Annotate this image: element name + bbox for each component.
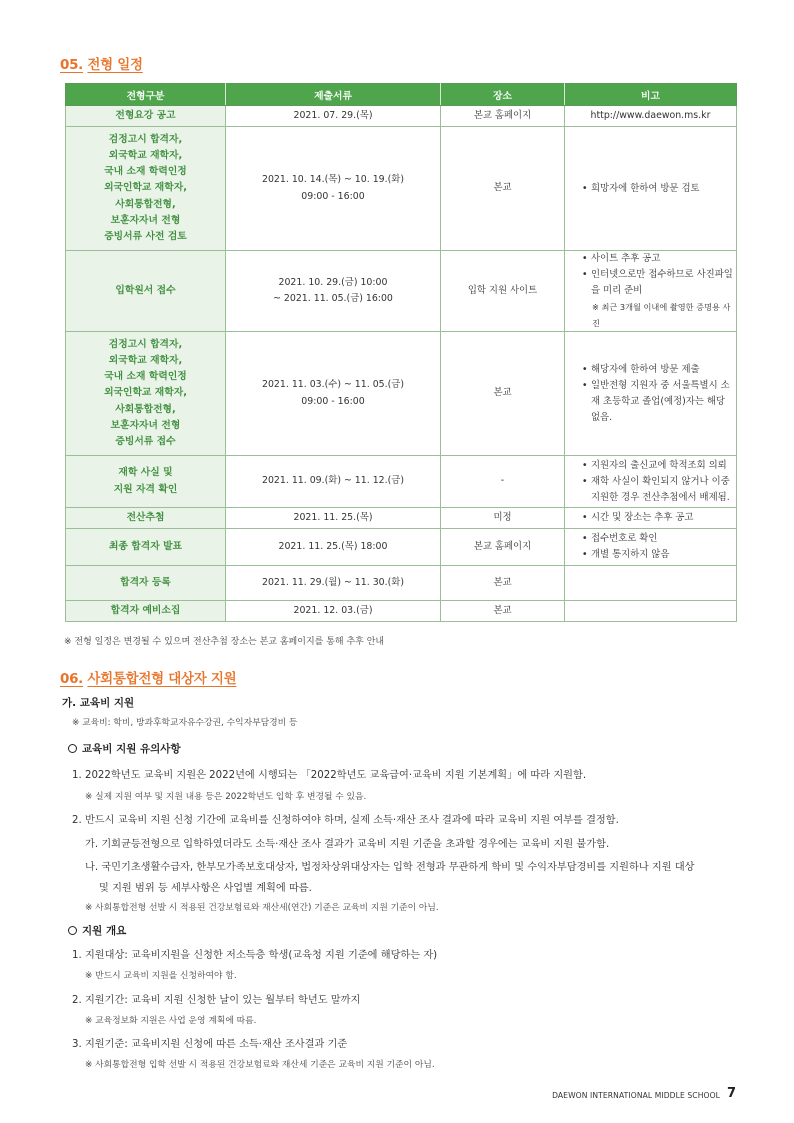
category-line: 외국인학교 재학자,: [104, 182, 187, 194]
note-bullet-item: • 일반전형 지원자 중 서울특별시 소재 초등학교 졸업(예정)자는 해당 없음.: [582, 378, 733, 426]
header-documents: 제출서류: [226, 84, 441, 106]
date-line: 09:00 - 16:00: [301, 190, 365, 202]
subsection-reference: ※ 교육비: 학비, 방과후학교자유수강권, 수익자부담경비 등: [72, 718, 298, 728]
note-bullet-item: • 재학 사실이 확인되지 않거나 이중 지원한 경우 전산추첨에서 배제됨.: [582, 474, 733, 506]
category-line: 사회통합전형,: [115, 198, 176, 210]
section-title-text: 사회통합전형 대상자 지원: [87, 671, 237, 687]
caution-item-1: 1. 2022학년도 교육비 지원은 2022년에 시행되는 「2022학년도 교육급여·교육비 지원 기본계획」에 따라 지원함.: [72, 770, 587, 781]
category-line: 외국학교 재학자,: [108, 149, 183, 161]
date-line: 2021. 07. 29.(목): [293, 109, 373, 121]
category-line: 증빙서류 사전 검토: [104, 231, 187, 242]
circle-bullet-icon: [68, 744, 77, 753]
note-bullet-item: • 지원자의 출신교에 학적조회 의뢰: [582, 458, 733, 474]
caution-item-2: 2. 반드시 교육비 지원 신청 기간에 교육비를 신청하여야 하며, 실제 소득·재산 조사 결과에 따라 교육비 지원 여부를 결정함.: [72, 815, 619, 826]
table-row: [66, 456, 737, 508]
cell-notes: [565, 251, 737, 332]
cell-category: [66, 566, 226, 601]
cell-date: [226, 332, 441, 456]
category-line: 검정고시 합격자,: [108, 338, 183, 350]
category-line: 재학 사실 및: [118, 467, 173, 479]
category-line: 보훈자자녀 전형: [110, 214, 181, 226]
cell-place: 미정: [441, 508, 565, 529]
note-bullet-item: • 희망자에 한하여 방문 검토: [582, 181, 733, 197]
overview-item-1: 1. 지원대상: 교육비지원을 신청한 저소득층 학생(교육청 지원 기준에 해당하는 자): [72, 950, 438, 961]
cell-date: [226, 601, 441, 622]
category-line: 국내 소재 학력인정: [104, 166, 187, 178]
cell-category: [66, 106, 226, 127]
category-line: 증빙서류 접수: [115, 436, 176, 447]
date-line: 2021. 10. 14.(목) ~ 10. 19.(화): [262, 174, 404, 186]
caution-item-2-ga: 가. 기회균등전형으로 입학하였더라도 소득·재산 조사 결과가 교육비 지원 기준을 초과할 경우에는 교육비 지원 불가함.: [85, 839, 610, 850]
circle-bullet-icon: [68, 926, 77, 935]
table-row: [66, 251, 737, 332]
date-line: 2021. 11. 03.(수) ~ 11. 05.(금): [262, 379, 404, 391]
category-line: 사회통합전형,: [115, 403, 176, 415]
category-line: 국내 소재 학력인정: [104, 371, 187, 383]
cell-category: [66, 332, 226, 456]
note-bullet-item: • 사이트 추후 공고: [582, 251, 733, 267]
page-number: 7: [726, 1086, 736, 1101]
cell-notes: [565, 332, 737, 456]
date-line: 2021. 11. 09.(화) ~ 11. 12.(금): [262, 475, 404, 487]
overview-item-3-ref: ※ 사회통합전형 입학 선발 시 적용된 건강보험료와 재산세 기준은 교육비 지원 기준이 아님.: [85, 1060, 435, 1070]
section-number: 06.: [60, 671, 84, 687]
cell-date: [226, 127, 441, 251]
cell-date: [226, 456, 441, 508]
date-line: 2021. 11. 25.(목) 18:00: [278, 540, 388, 552]
schedule-table-body: [66, 106, 737, 622]
cell-notes: [565, 529, 737, 566]
cell-date: [226, 566, 441, 601]
category-line: 외국학교 재학자,: [108, 354, 183, 366]
cell-category: [66, 601, 226, 622]
cell-category: [66, 456, 226, 508]
table-row: [66, 566, 737, 601]
date-line: 2021. 11. 25.(목): [293, 511, 373, 523]
note-bullet-item: • 접수번호로 확인: [582, 531, 733, 547]
note-bullet-item: • 해당자에 한하여 방문 제출: [582, 362, 733, 378]
date-line: 09:00 - 16:00: [301, 395, 365, 407]
overview-heading: [68, 923, 748, 938]
note-bullet-item: • 인터넷으로만 접수하므로 사진파일을 미리 준비: [582, 267, 733, 299]
cell-place: 본교: [441, 332, 565, 456]
note-sub-reference: ※ 최근 3개월 이내에 촬영한 증명용 사진: [592, 302, 731, 328]
category-line: 외국인학교 재학자,: [104, 387, 187, 399]
category-line: 합격자 예비소집: [110, 604, 181, 616]
cell-notes: [565, 566, 737, 601]
date-line: ~ 2021. 11. 05.(금) 16:00: [273, 293, 393, 304]
table-header-row: [66, 84, 737, 106]
schedule-footnote: ※ 전형 일정은 변경될 수 있으며 전산추첨 장소는 본교 홈페이지를 통해 추후 안내: [64, 637, 385, 647]
cell-category: [66, 127, 226, 251]
cell-date: [226, 508, 441, 529]
cell-notes: [565, 508, 737, 529]
overview-item-2-ref: ※ 교육정보화 지원은 사업 운영 계획에 따름.: [85, 1016, 257, 1026]
cell-place: 본교: [441, 566, 565, 601]
header-notes: 비고: [565, 84, 737, 106]
table-row: [66, 106, 737, 127]
cell-notes: [565, 601, 737, 622]
caution-item-1-ref: ※ 실제 지원 여부 및 지원 내용 등은 2022학년도 입학 후 변경될 수 있음.: [85, 792, 367, 802]
table-row: [66, 332, 737, 456]
cell-place: 본교: [441, 127, 565, 251]
note-bullet-item: • 개별 통지하지 않음: [582, 547, 733, 563]
table-row: [66, 601, 737, 622]
section-06-title: [60, 667, 236, 687]
overview-item-2: 2. 지원기간: 교육비 지원 신청한 날이 있는 월부터 학년도 말까지: [72, 995, 361, 1006]
cell-place: -: [441, 456, 565, 508]
category-line: 전형요강 공고: [115, 109, 176, 121]
category-line: 입학원서 접수: [115, 284, 176, 296]
cell-date: [226, 251, 441, 332]
cell-category: [66, 529, 226, 566]
cell-place: 본교 홈페이지: [441, 106, 565, 127]
table-row: [66, 508, 737, 529]
cell-date: [226, 106, 441, 127]
subsection-title: 가. 교육비 지원: [62, 697, 135, 709]
date-line: 2021. 10. 29.(금) 10:00: [278, 276, 388, 288]
category-line: 전산추첨: [126, 511, 165, 523]
cell-place: 입학 지원 사이트: [441, 251, 565, 332]
section-05-title: [60, 53, 143, 73]
category-line: 지원 자격 확인: [113, 483, 178, 495]
cell-category: [66, 508, 226, 529]
cell-place: 본교 홈페이지: [441, 529, 565, 566]
cell-category: [66, 251, 226, 332]
header-place: 장소: [441, 84, 565, 106]
caution-heading-text: 교육비 지원 유의사항: [82, 743, 181, 755]
cell-notes: [565, 106, 737, 127]
table-row: [66, 529, 737, 566]
overview-item-1-ref: ※ 반드시 교육비 지원을 신청하여야 함.: [85, 971, 237, 981]
date-line: 2021. 11. 29.(월) ~ 11. 30.(화): [262, 576, 404, 588]
table-row: [66, 127, 737, 251]
footer-school-name: DAEWON INTERNATIONAL MIDDLE SCHOOL: [552, 1091, 720, 1100]
category-line: 최종 합격자 발표: [108, 540, 183, 552]
cell-notes: [565, 456, 737, 508]
category-line: 보훈자자녀 전형: [110, 419, 181, 431]
caution-heading: [68, 741, 748, 756]
schedule-table: [65, 83, 737, 622]
header-category: 전형구분: [66, 84, 226, 106]
cell-notes: [565, 127, 737, 251]
category-line: 검정고시 합격자,: [108, 133, 183, 145]
section-number: 05.: [60, 57, 84, 73]
cell-place: 본교: [441, 601, 565, 622]
note-bullet-item: • 시간 및 장소는 추후 공고: [582, 510, 733, 526]
notes-url: http://www.daewon.ms.kr: [590, 109, 711, 121]
caution-item-2-na: 나. 국민기초생활수급자, 한부모가족보호대상자, 법정차상위대상자는 입학 전형과 무관하게 학비 및 수익자부담경비를 지원하나 지원 대상: [85, 862, 695, 873]
overview-heading-text: 지원 개요: [82, 925, 127, 937]
cell-date: [226, 529, 441, 566]
overview-item-3: 3. 지원기준: 교육비지원 신청에 따른 소득·재산 조사결과 기준: [72, 1039, 348, 1050]
caution-item-2-na-cont: 및 지원 범위 등 세부사항은 사업별 계획에 따름.: [99, 883, 312, 894]
caution-item-2-ref: ※ 사회통합전형 선발 시 적용된 건강보험료와 재산세(연간) 기준은 교육비 지원 기준이 아님.: [85, 903, 439, 913]
section-title-text: 전형 일정: [87, 57, 143, 73]
category-line: 합격자 등록: [120, 576, 171, 588]
date-line: 2021. 12. 03.(금): [293, 604, 373, 616]
